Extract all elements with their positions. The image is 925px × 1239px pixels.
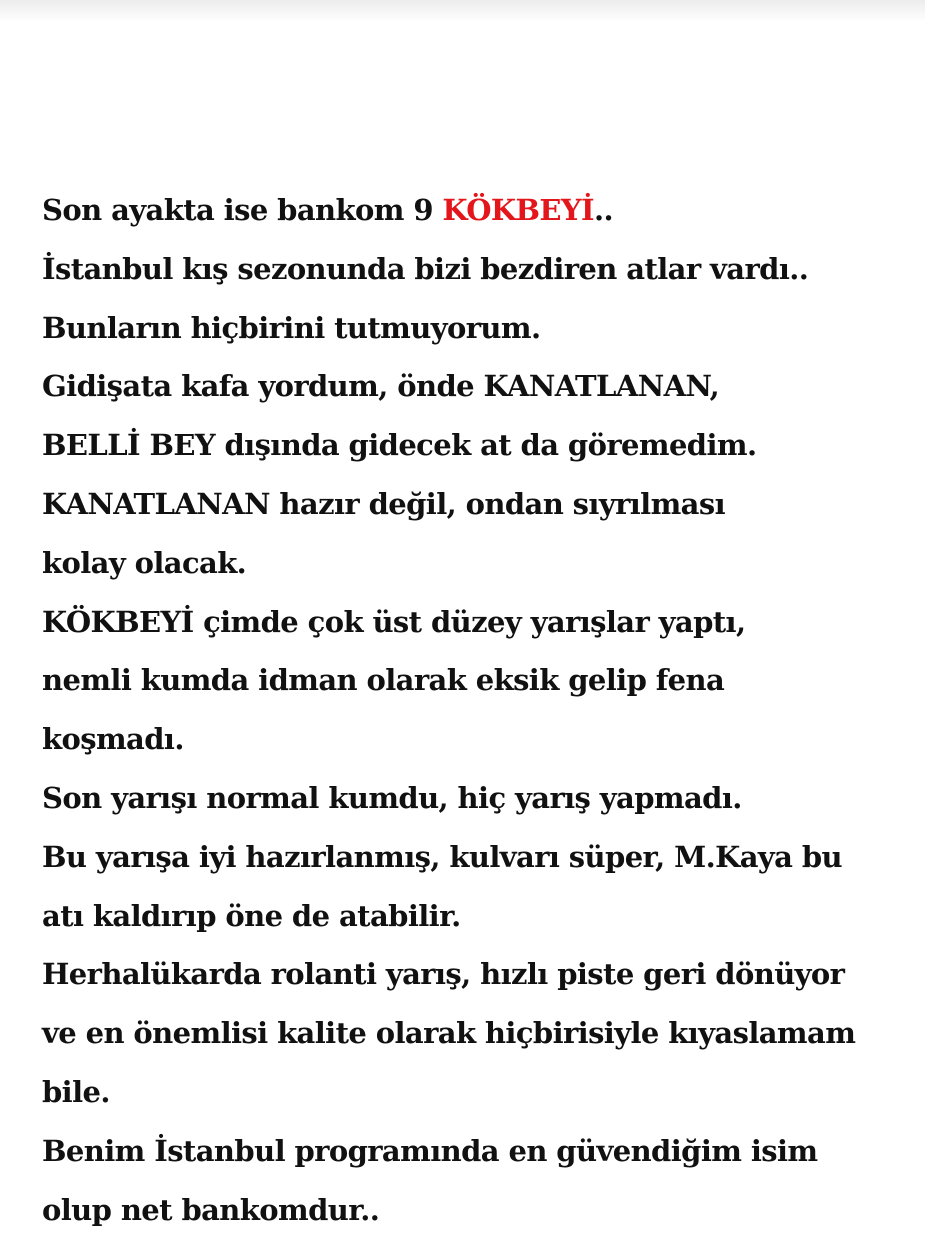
text-line: KÖKBEYİ çimde çok üst düzey yarışlar yaptı, xyxy=(42,604,746,639)
top-edge-strip xyxy=(0,0,925,22)
text-line-1 xyxy=(42,181,912,240)
text-line: Benim İstanbul programında en güvendiğim isim xyxy=(42,1133,818,1168)
text-line: Bu yarışa iyi hazırlanmış, kulvarı süper, M.Kaya bu xyxy=(42,839,842,874)
line-1-suffix: .. xyxy=(594,193,613,227)
text-line: koşmadı. xyxy=(42,722,184,757)
text-line: ve en önemlisi kalite olarak hiçbirisiyle kıyaslamam xyxy=(42,1016,856,1051)
text-line: Gidişata kafa yordum, önde KANATLANAN, xyxy=(42,369,720,404)
text-line: atı kaldırıp öne de atabilir. xyxy=(42,898,461,933)
text-line: Herhalükarda rolanti yarış, hızlı piste geri dönüyor xyxy=(42,957,845,992)
text-line: olup net bankomdur.. xyxy=(42,1192,380,1227)
text-line: KANATLANAN hazır değil, ondan sıyrılması xyxy=(42,486,726,521)
text-line: nemli kumda idman olarak eksik gelip fena xyxy=(42,663,725,698)
text-line: İstanbul kış sezonunda bizi bezdiren atlar vardı.. xyxy=(42,251,809,286)
text-line: Bunların hiçbirini tutmuyorum. xyxy=(42,310,541,345)
text-line: bile. xyxy=(42,1074,110,1109)
line-1-prefix: Son ayakta ise bankom 9 xyxy=(42,193,443,227)
highlighted-horse-name: KÖKBEYİ xyxy=(442,193,594,227)
text-line: Son yarışı normal kumdu, hiç yarış yapmadı. xyxy=(42,780,742,815)
text-line: kolay olacak. xyxy=(42,545,247,580)
text-line: BELLİ BEY dışında gidecek at da göremedim. xyxy=(42,428,757,463)
post-text-body xyxy=(42,181,912,1239)
